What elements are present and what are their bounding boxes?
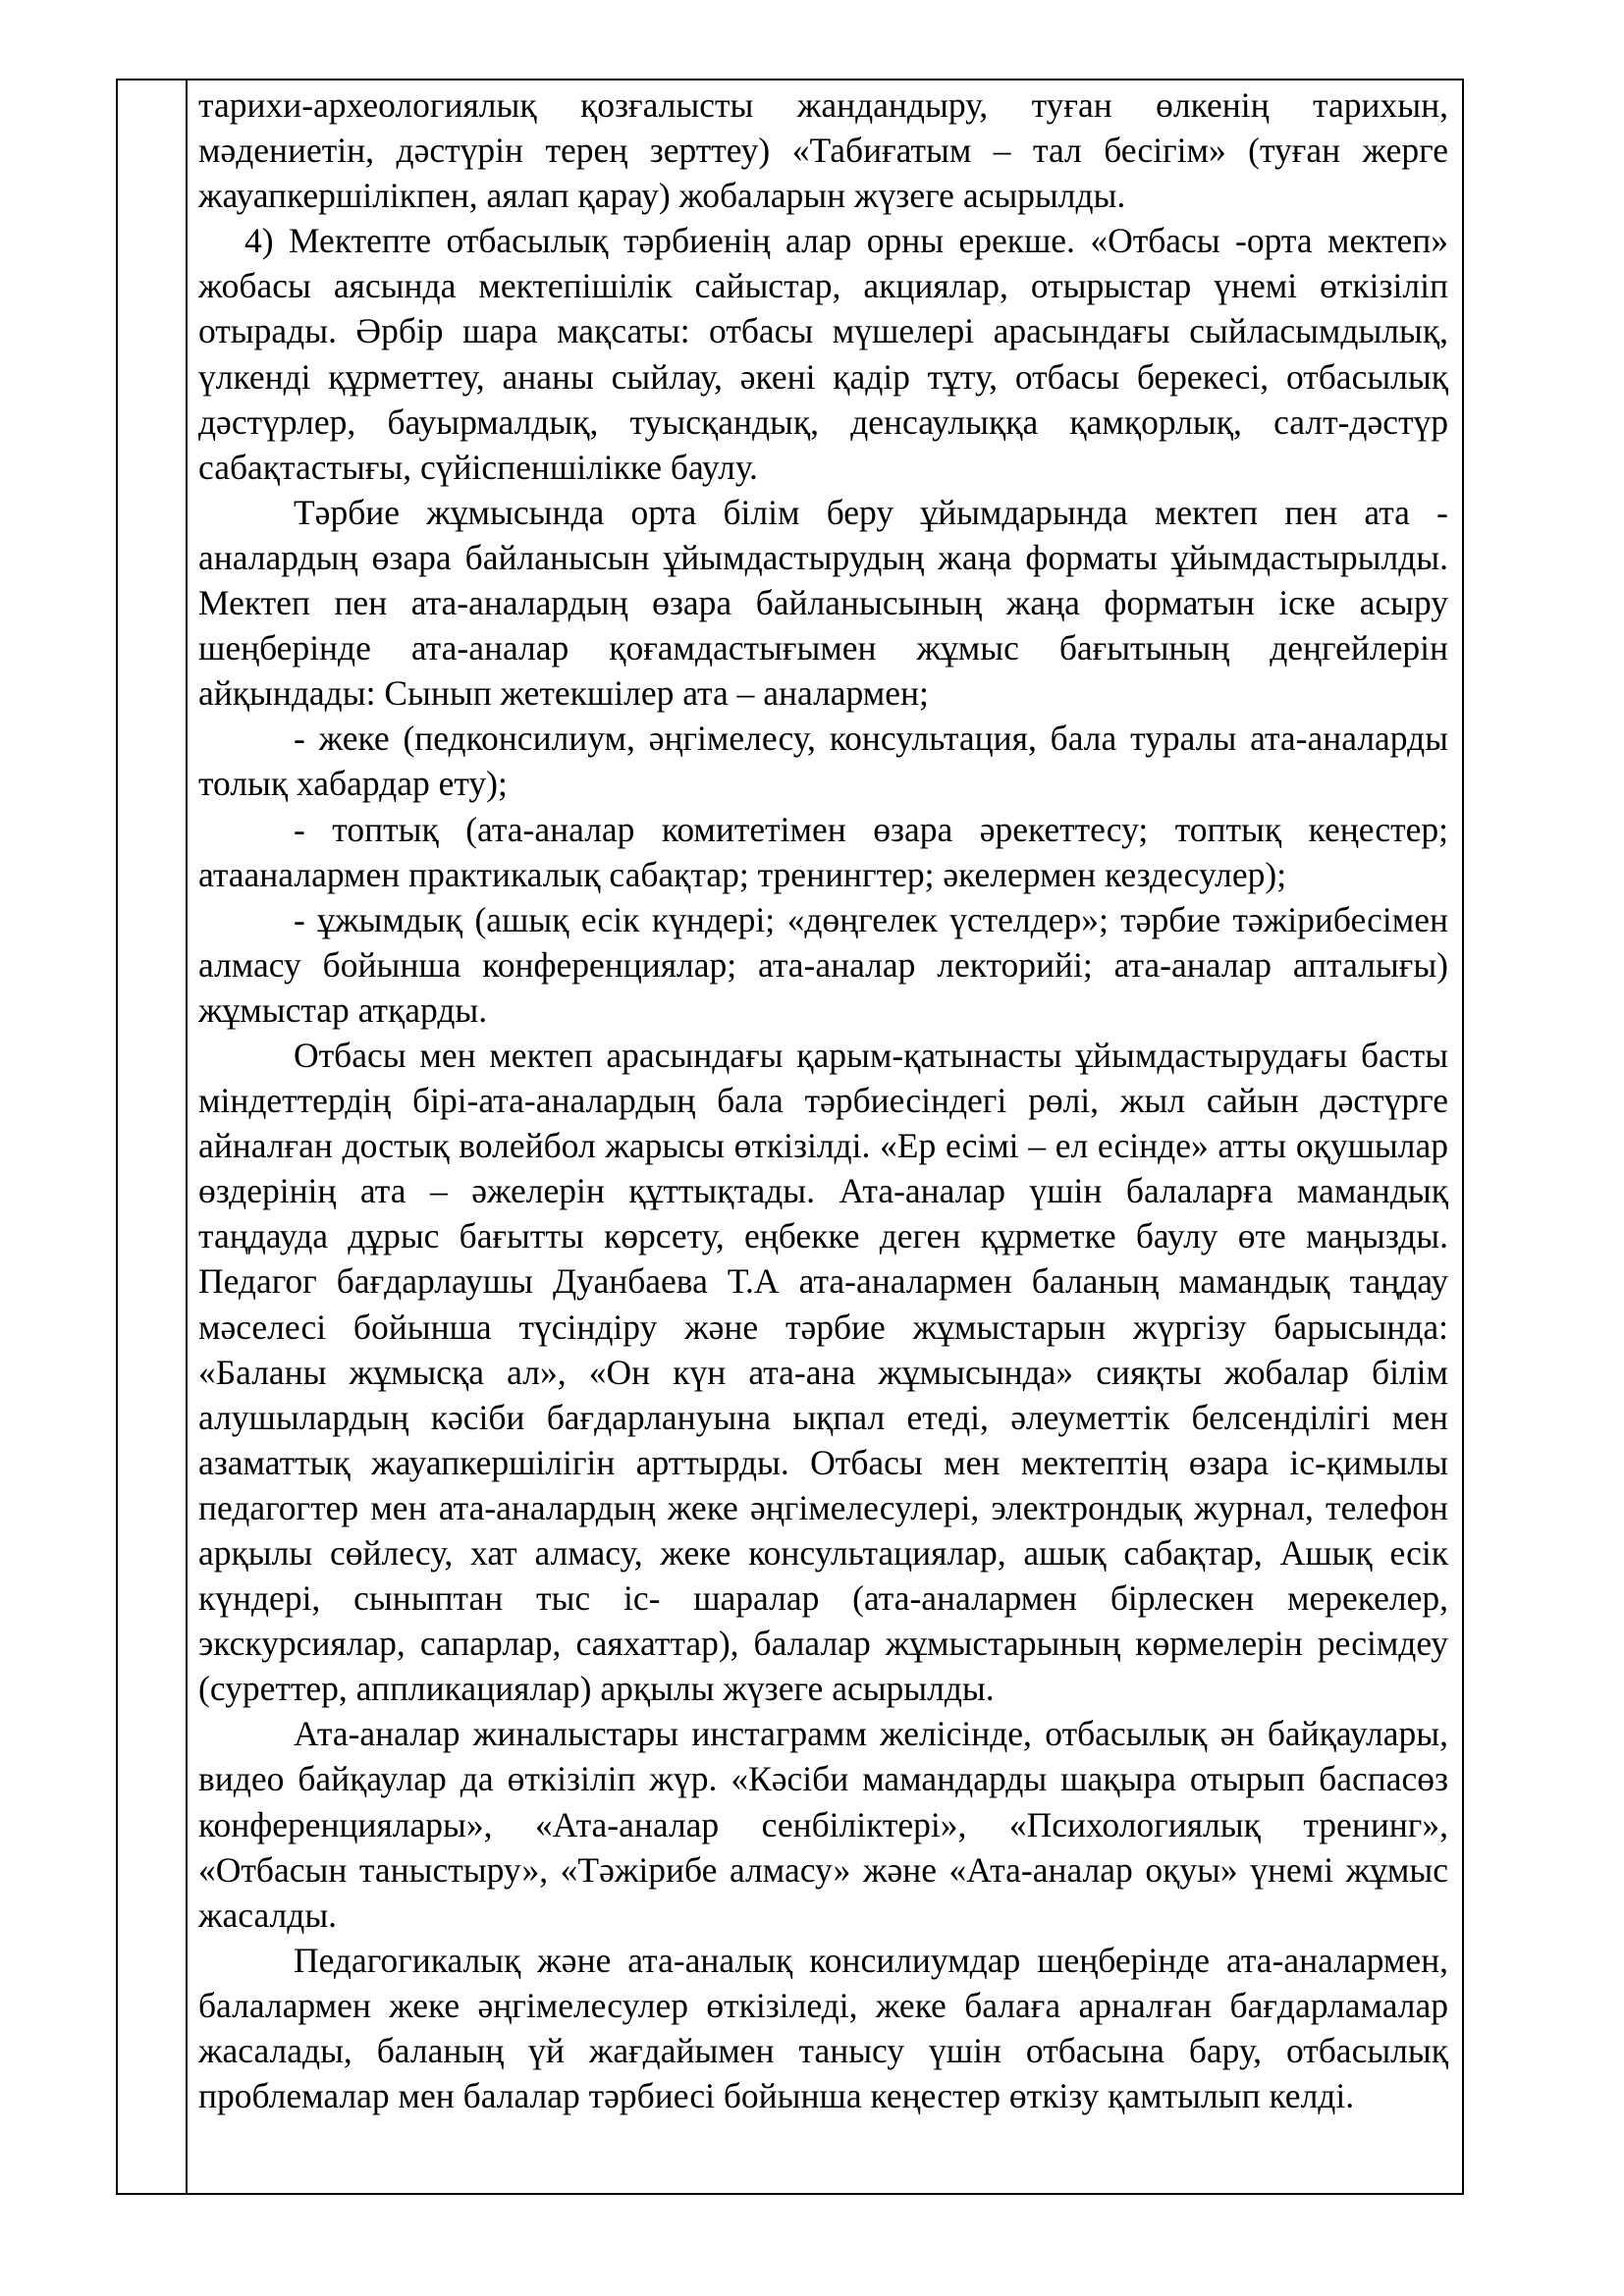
table-content-cell xyxy=(188,80,1462,2193)
paragraph-3: Тәрбие жұмысында орта білім беру ұйымдарында мектеп пен ата - аналардың өзара байланысын ұйымдастырудың жаңа форматы ұйымдастырылды. Мектеп пен ата-аналардың өзара байланысының жаңа форматын іске асыру шеңберінде ата-аналар қоғамдастығымен жұмыс бағытының деңгейлерін айқындады: Сынып жетекшілер ата – аналармен; xyxy=(198,492,1448,714)
table-left-cell xyxy=(118,80,188,2193)
document-table xyxy=(116,79,1464,2195)
paragraph-8: Ата-аналар жиналыстары инстаграмм желісінде, отбасылық ән байқаулары, видео байқаулар да өткізіліп жүр. «Кәсіби мамандарды шақыра отырып баспасөз конференциялары», «Ата-аналар сенбіліктері», «Психологиялық тренинг», «Отбасын таныстыру», «Тәжірибе алмасу» және «Ата-аналар оқуы» үнемі жұмыс жасалды. xyxy=(198,1714,1448,1935)
paragraph-2: 4) Мектепте отбасылық тәрбиенің алар орны ерекше. «Отбасы -орта мектеп» жобасы аясында мектепішілік сайыстар, акциялар, отырыстар үнемі өткізіліп отырады. Әрбір шара мақсаты: отбасы мүшелері арасындағы сыйласымдылық, үлкенді құрметтеу, ананы сыйлау, әкені қадір тұту, отбасы берекесі, отбасылық дәстүрлер, бауырмалдық, туысқандық, денсаулыққа қамқорлық, салт-дәстүр сабақтастығы, сүйіспеншілікке баулу. xyxy=(198,221,1448,487)
paragraph-9: Педагогикалық және ата-аналық консилиумдар шеңберінде ата-аналармен, балалармен жеке әңгімелесулер өткізіледі, жеке балаға арналған бағдарламалар жасалады, баланың үй жағдайымен танысу үшін отбасына бару, отбасылық проблемалар мен балалар тәрбиесі бойынша кеңестер өткізу қамтылып келді. xyxy=(198,1940,1448,2116)
paragraph-5: - топтық (ата-аналар комитетімен өзара әрекеттесу; топтық кеңестер; атааналармен практикалық сабақтар; тренингтер; әкелермен кездесулер); xyxy=(198,809,1448,894)
paragraph-1: тарихи-археологиялық қозғалысты жандандыру, туған өлкенің тарихын, мәдениетін, дәстүрін терең зерттеу) «Табиғатым – тал бесігім» (туған жерге жауапкершілікпен, аялап қарау) жобаларын жүзеге асырылды. xyxy=(198,85,1448,216)
paragraph-6: - ұжымдық (ашық есік күндері; «дөңгелек үстелдер»; тәрбие тәжірибесімен алмасу бойынша конференциялар; ата-аналар лекторийі; ата-аналар апталығы) жұмыстар атқарды. xyxy=(198,899,1448,1030)
paragraph-7: Отбасы мен мектеп арасындағы қарым-қатынасты ұйымдастырудағы басты міндеттердің бірі-ата-аналардың бала тәрбиесіндегі рөлі, жыл сайын дәстүрге айналған достық волейбол жарысы өткізілді. «Ер есімі – ел есінде» атты оқушылар өздерінің ата – әжелерін құттықтады. Ата-аналар үшін балаларға мамандық таңдауда дұрыс бағытты көрсету, еңбекке деген құрметке баулу өте маңызды. Педагог бағдарлаушы Дуанбаева Т.А ата-аналармен баланың мамандық таңдау мәселесі бойынша түсіндіру және тәрбие жұмыстарын жүргізу барысында: «Баланы жұмысқа ал», «Он күн ата-ана жұмысында» сияқты жобалар білім алушылардың кәсіби бағдарлануына ықпал етеді, әлеуметтік белсенділігі мен азаматтық жауапкершілігін арттырды. Отбасы мен мектептің өзара іс-қимылы педагогтер мен ата-аналардың жеке әңгімелесулері, электрондық журнал, телефон арқылы сөйлесу, хат алмасу, жеке консультациялар, ашық сабақтар, Ашық есік күндері, сыныптан тыс іс- шаралар (ата-аналармен бірлескен мерекелер, экскурсиялар, сапарлар, саяхаттар), балалар жұмыстарының көрмелерін ресімдеу (суреттер, аппликациялар) арқылы жүзеге асырылды. xyxy=(198,1035,1448,1709)
paragraph-4: - жеке (педконсилиум, әңгімелесу, консультация, бала туралы ата-аналарды толық хабардар ету); xyxy=(198,719,1448,804)
